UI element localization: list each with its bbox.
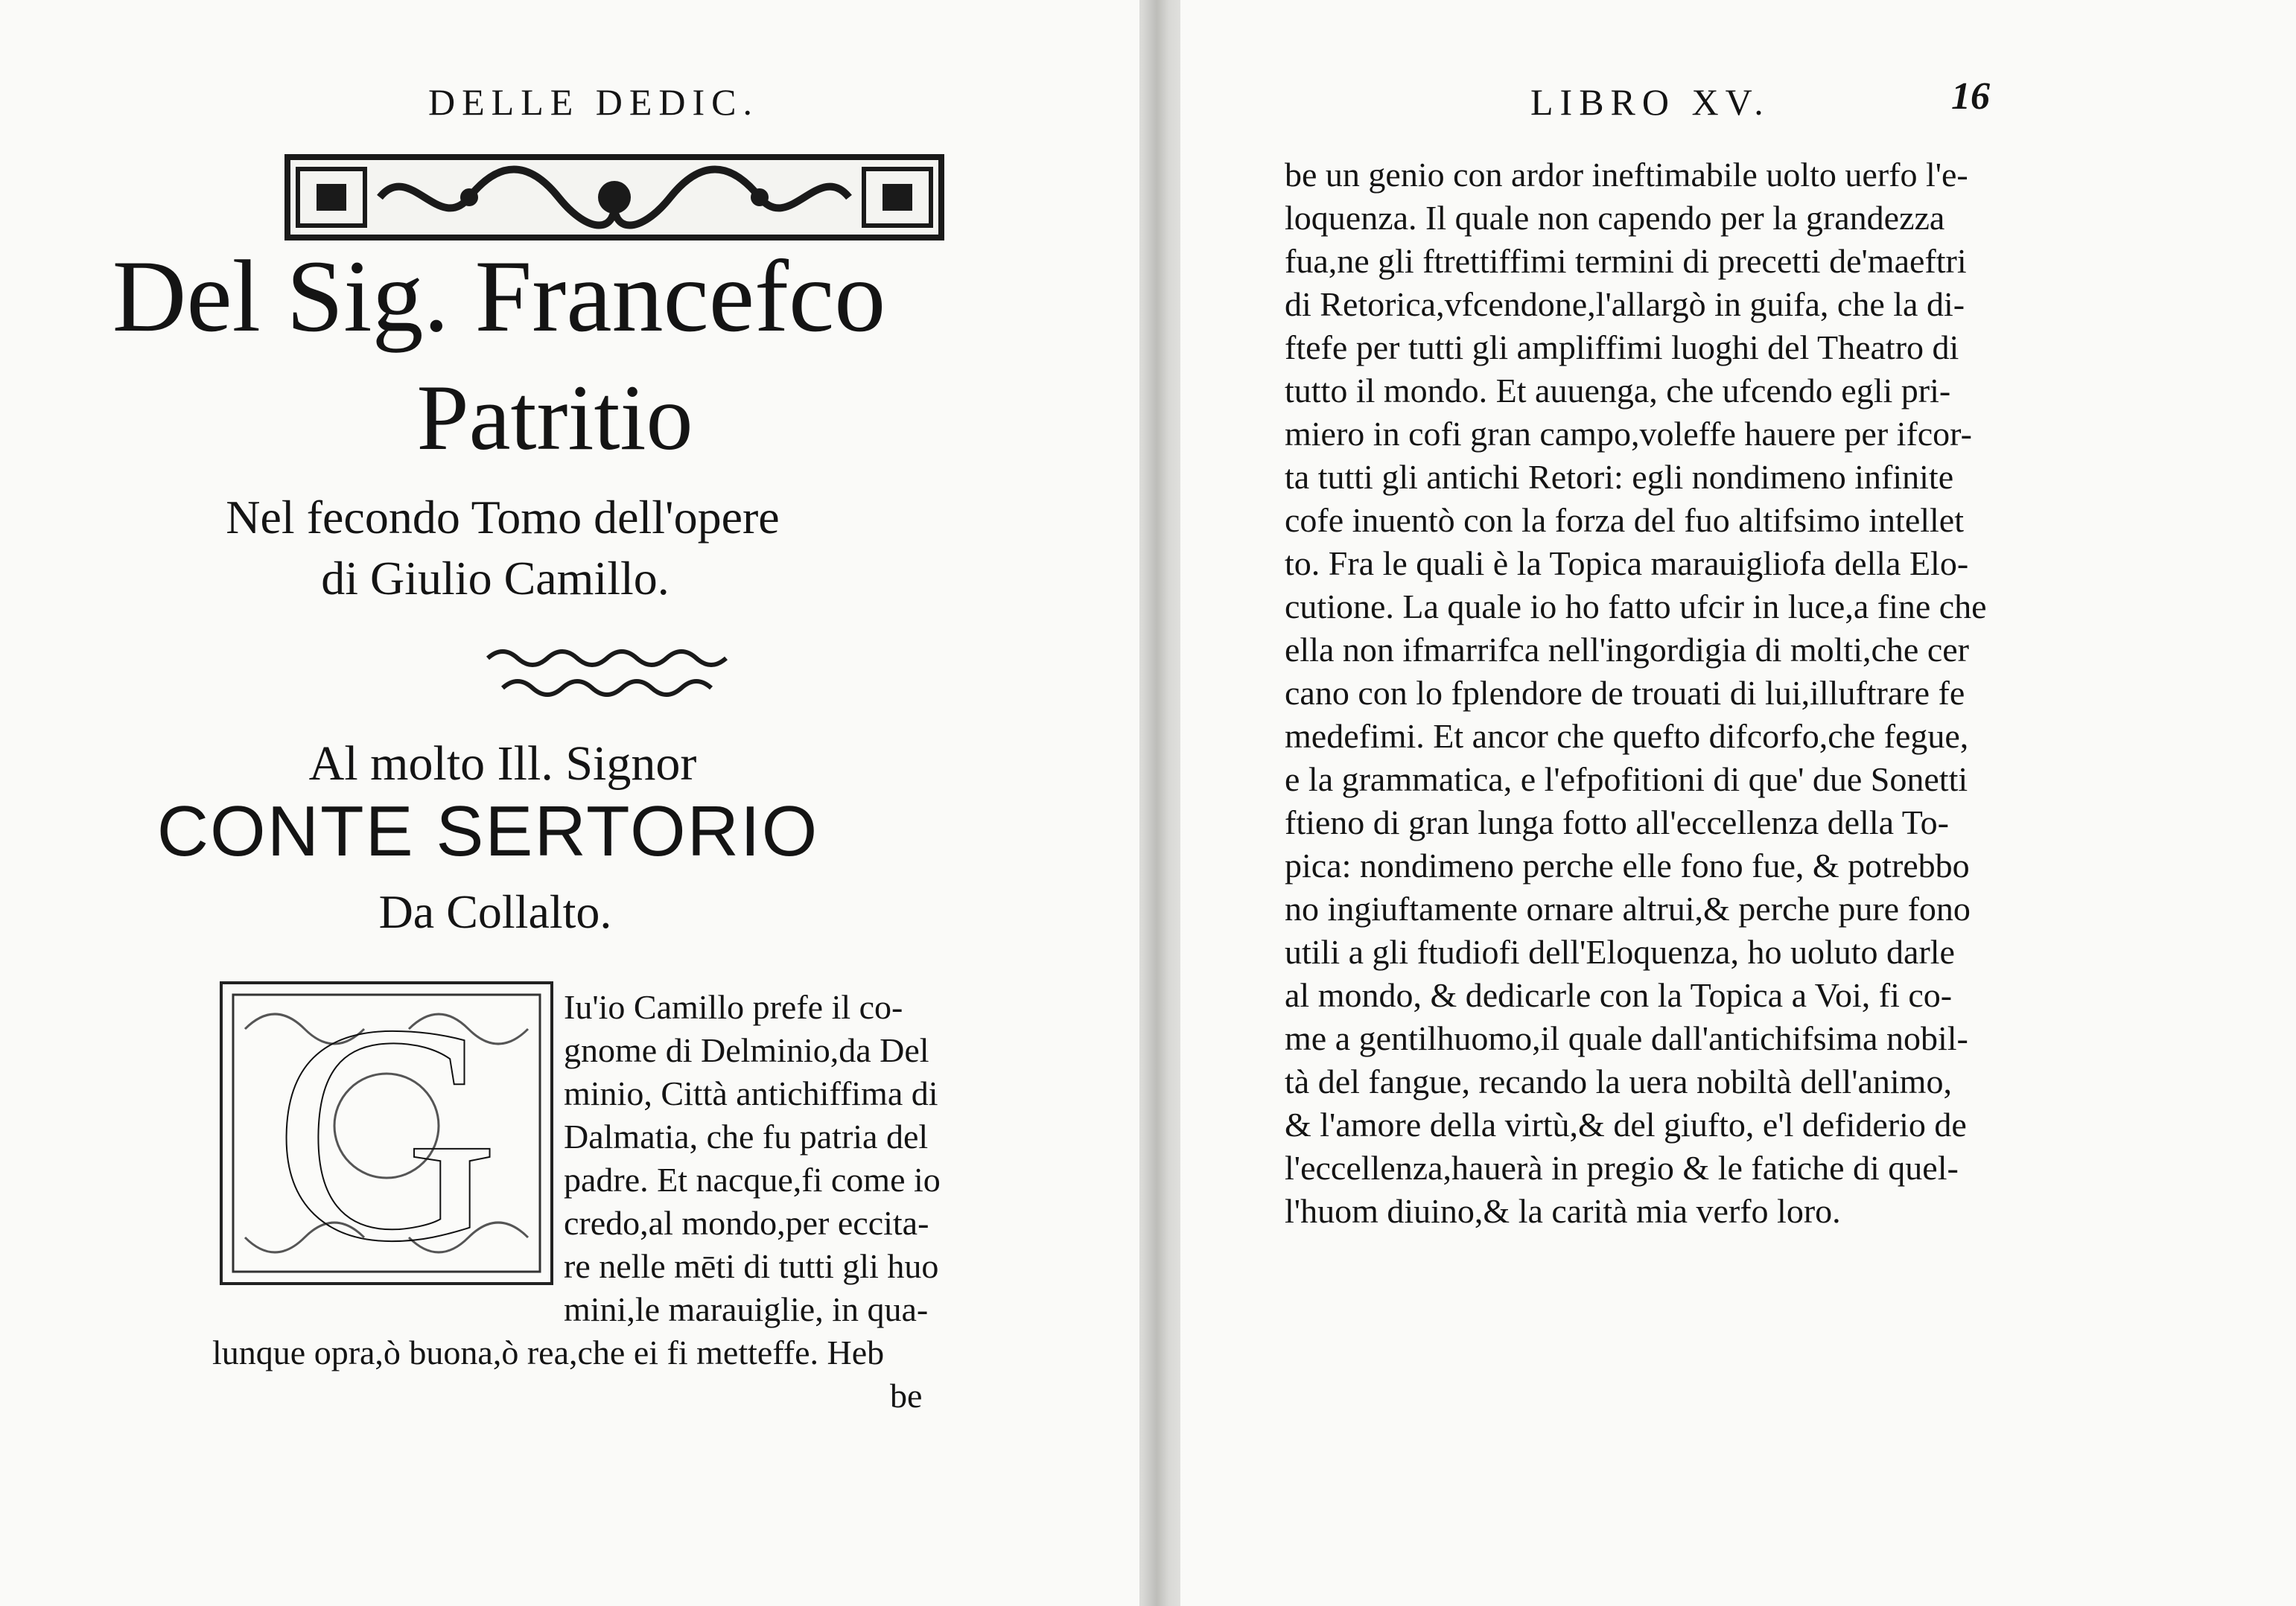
body-line: ella non ifmarrifca nell'ingordigia di molti,che cer [1285, 631, 1969, 669]
body-line: Iu'io Camillo prefe il co- [564, 988, 903, 1026]
title-line-2: Patritio [416, 366, 693, 470]
body-line: be un genio con ardor ineftimabile uolto uerfo l'e- [1285, 156, 1968, 194]
initial-letter: G [273, 960, 500, 1306]
body-line: al mondo, & dedicarle con la Topica a Voi, fi co- [1285, 976, 1953, 1014]
running-head-left: DELLE DEDIC. [428, 81, 760, 123]
body-line: ta tutti gli antichi Retori: egli nondimeno infinite [1285, 458, 1954, 496]
body-line: cofe inuentò con la forza del fuo altifsimo intellet [1285, 501, 1965, 539]
running-head-right: LIBRO XV. [1530, 81, 1770, 123]
page-number: 16 [1951, 75, 1990, 118]
body-line: Dalmatia, che fu patria del [564, 1118, 929, 1156]
body-line: re nelle mēti di tutti gli huo [564, 1247, 939, 1285]
decorated-initial [220, 960, 553, 1306]
body-line: me a gentilhuomo,il quale dall'antichifsima nobil- [1285, 1019, 1968, 1057]
body-line: padre. Et nacque,fi come io [564, 1161, 941, 1199]
body-line: miero in cofi gran campo,voleffe hauere per ifcor- [1285, 415, 1972, 453]
decorative-headpiece [283, 153, 946, 242]
body-line: minio, Città antichiffima di [564, 1074, 938, 1112]
left-page [0, 0, 1139, 1606]
dedication-line-1: Al molto Ill. Signor [308, 736, 697, 791]
dedication-line-3: Da Collalto. [378, 885, 612, 938]
body-line: medefimi. Et ancor che quefto difcorfo,che fegue, [1285, 717, 1969, 755]
subtitle-line-2: di Giulio Camillo. [321, 552, 670, 605]
title-line-1: Del Sig. Francefco [112, 239, 886, 353]
right-page [1180, 0, 2296, 1606]
body-line: loquenza. Il quale non capendo per la grandezza [1285, 199, 1945, 237]
body-line: tutto il mondo. Et auuenga, che ufcendo egli pri- [1285, 372, 1951, 410]
body-line: di Retorica,vfcendone,l'allargò in guifa, che la di- [1285, 285, 1965, 323]
body-line: mini,le marauiglie, in qua- [564, 1290, 929, 1328]
body-line: cutione. La quale io ho fatto ufcir in luce,a fine che [1285, 587, 1987, 625]
body-line: be [890, 1377, 923, 1415]
body-line: cano con lo fplendore de trouati di lui,illuftrare fe [1285, 674, 1965, 712]
body-line: credo,al mondo,per eccita- [564, 1204, 929, 1242]
body-line: pica: nondimeno perche elle fono fue, & potrebbo [1285, 847, 1970, 885]
body-line: fua,ne gli ftrettiffimi termini di precetti de'maeftri [1285, 242, 1967, 280]
body-line: l'eccellenza,hauerà in pregio & le fatiche di quel- [1285, 1149, 1959, 1187]
body-line: no ingiuftamente ornare altrui,& perche pure fono [1285, 890, 1971, 928]
dedication-line-2: CONTE SERTORIO [156, 791, 819, 871]
body-line: ftefe per tutti gli ampliffimi luoghi del Theatro di [1285, 328, 1959, 366]
body-line: tà del fangue, recando la uera nobiltà dell'animo, [1285, 1062, 1952, 1100]
body-line: utili a gli ftudiofi dell'Eloquenza, ho uoluto darle [1285, 933, 1955, 971]
body-line: l'huom diuino,& la carità mia verfo loro. [1285, 1192, 1841, 1230]
body-line: gnome di Delminio,da Del [564, 1031, 929, 1069]
body-line: lunque opra,ò buona,ò rea,che ei fi metteffe. Heb [212, 1333, 885, 1371]
subtitle-line-1: Nel fecondo Tomo dell'opere [226, 491, 780, 544]
body-line: ftieno di gran lunga fotto all'eccellenza della To- [1285, 803, 1949, 841]
fleuron-ornament [480, 642, 741, 703]
body-line: e la grammatica, e l'efpofitioni di que' due Sonetti [1285, 760, 1968, 798]
body-line: & l'amore della virtù,& del giufto, e'l defiderio de [1285, 1106, 1967, 1144]
body-line: to. Fra le quali è la Topica marauigliofa della Elo- [1285, 544, 1969, 582]
